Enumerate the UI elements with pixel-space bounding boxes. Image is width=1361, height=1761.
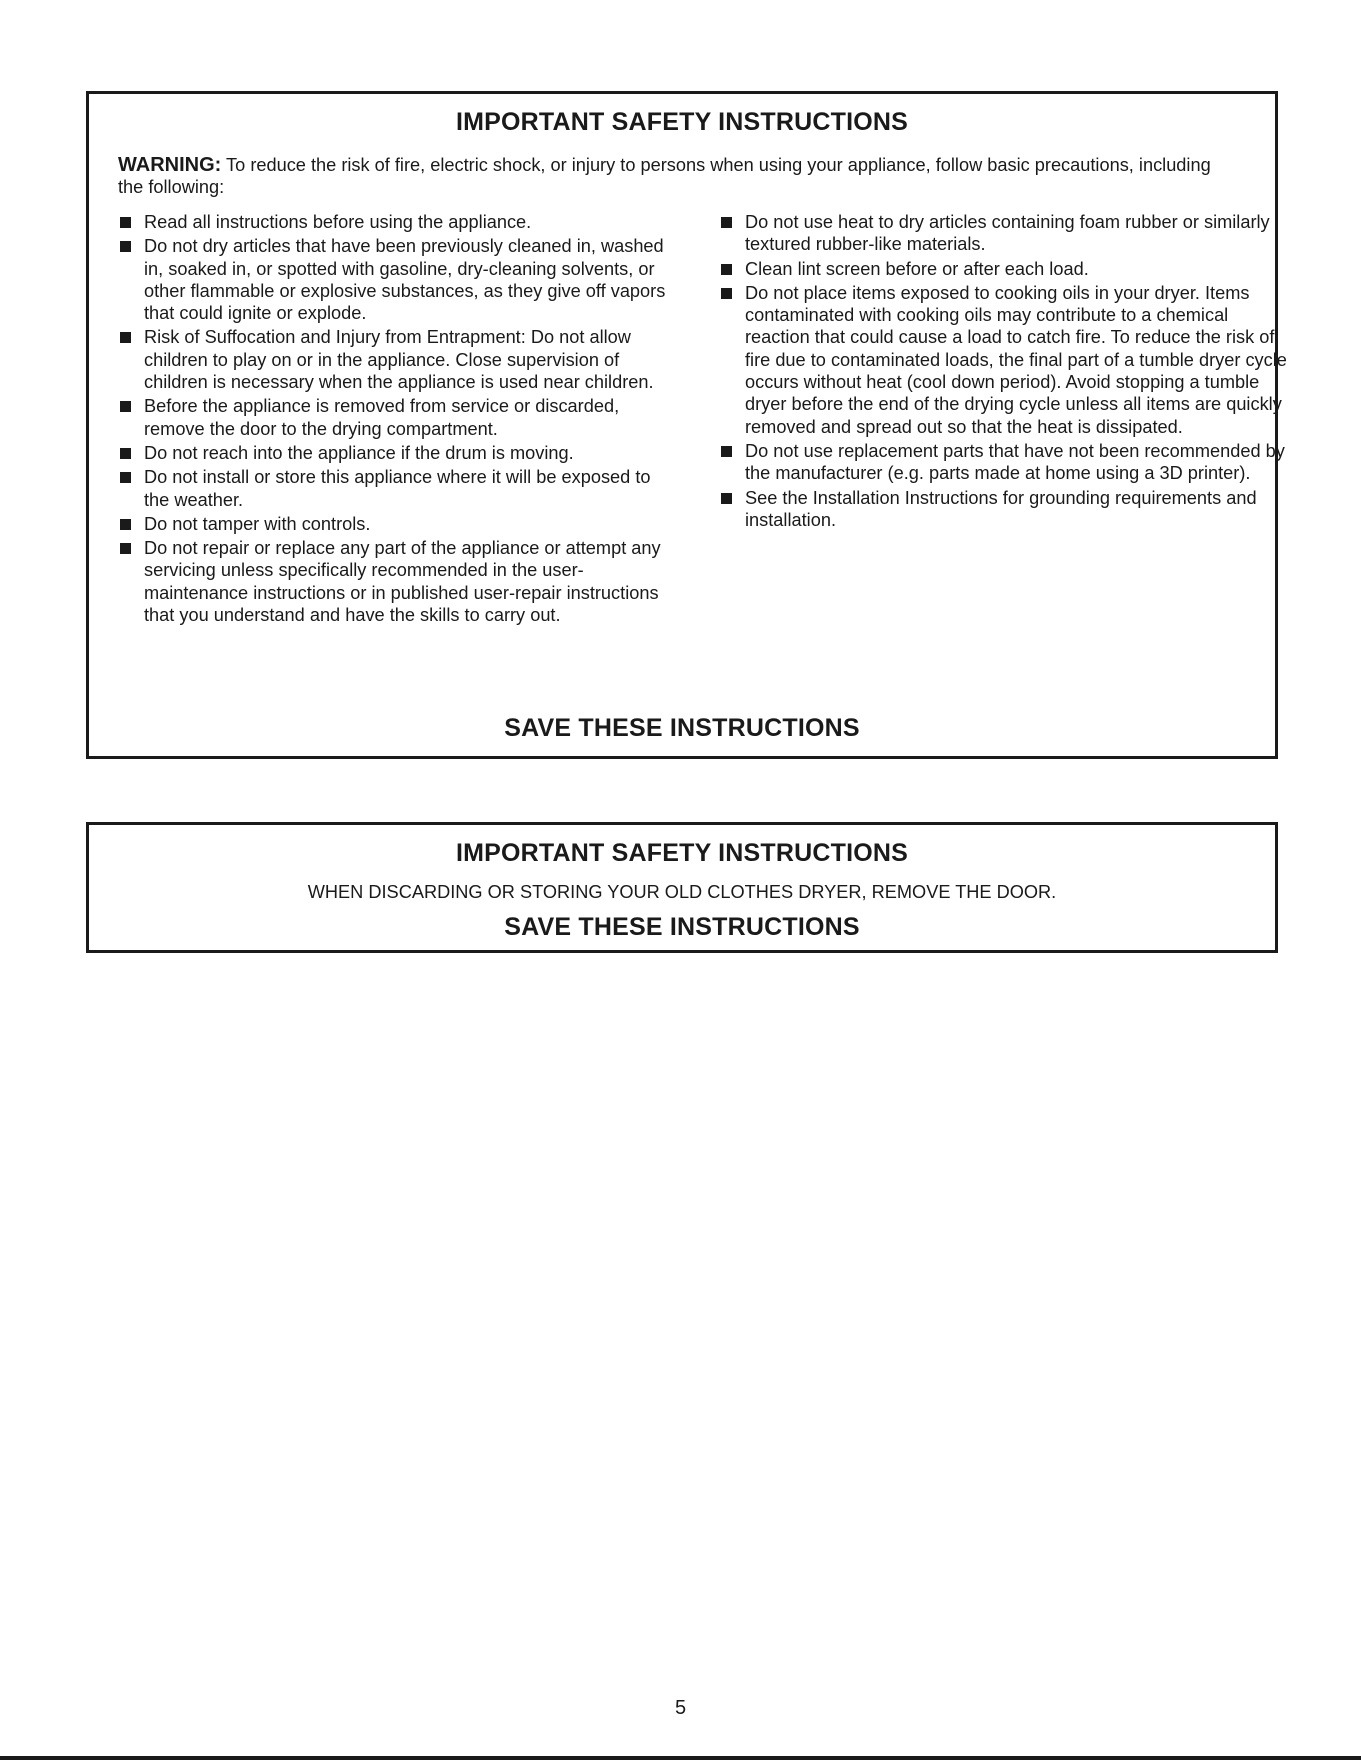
square-bullet-icon xyxy=(721,264,732,275)
list-item-text: Do not repair or replace any part of the appliance or attempt any servicing unless specifically recommended in the user-maintenance instructions or in published user-repair instructions that you understand and have the skills to carry out. xyxy=(144,538,661,626)
discard-instructions-title: IMPORTANT SAFETY INSTRUCTIONS xyxy=(455,839,909,867)
square-bullet-icon xyxy=(721,493,732,504)
discard-note: WHEN DISCARDING OR STORING YOUR OLD CLOTHES DRYER, REMOVE THE DOOR. xyxy=(307,882,1057,902)
list-item xyxy=(118,235,678,324)
list-item-text: See the Installation Instructions for grounding requirements and installation. xyxy=(745,487,1257,530)
square-bullet-icon xyxy=(721,446,732,457)
list-item xyxy=(719,211,1289,256)
warning-paragraph xyxy=(118,154,1239,198)
square-bullet-icon xyxy=(120,543,131,554)
list-item xyxy=(118,326,678,393)
square-bullet-icon xyxy=(120,519,131,530)
list-item-text: Do not tamper with controls. xyxy=(144,513,371,534)
square-bullet-icon xyxy=(721,217,732,228)
list-item-text: Before the appliance is removed from service or discarded, remove the door to the drying compartment. xyxy=(144,396,620,439)
list-item-text: Risk of Suffocation and Injury from Entrapment: Do not allow children to play on or in the appliance. Close supervision of children is necessary when the appliance is used near children. xyxy=(144,327,654,393)
square-bullet-icon xyxy=(120,448,131,459)
list-item xyxy=(118,513,678,535)
square-bullet-icon xyxy=(721,288,732,299)
save-instructions-heading: SAVE THESE INSTRUCTIONS xyxy=(504,714,860,742)
page-number: 5 xyxy=(674,1697,687,1719)
square-bullet-icon xyxy=(120,472,131,483)
list-item xyxy=(118,537,678,626)
bottom-rule xyxy=(0,1756,1361,1760)
list-item-text: Read all instructions before using the appliance. xyxy=(144,212,532,232)
list-item-text: Do not use heat to dry articles containing foam rubber or similarly textured rubber-like materials. xyxy=(745,212,1270,255)
list-item-text: Do not use replacement parts that have not been recommended by the manufacturer (e.g. parts made at home using a 3D printer). xyxy=(745,440,1285,484)
list-item xyxy=(118,442,678,464)
safety-instructions-title: IMPORTANT SAFETY INSTRUCTIONS xyxy=(455,108,909,136)
safety-instructions-box xyxy=(86,91,1287,759)
square-bullet-icon xyxy=(120,332,131,343)
save-instructions-heading-2: SAVE THESE INSTRUCTIONS xyxy=(504,913,860,941)
square-bullet-icon xyxy=(120,217,131,228)
discard-instructions-box xyxy=(86,822,1278,953)
list-item xyxy=(719,487,1289,532)
warning-text: To reduce the risk of fire, electric shock, or injury to persons when using your appliance, follow basic precautions, including the following: xyxy=(118,155,1211,197)
list-item-text: Clean lint screen before or after each load. xyxy=(745,258,1089,279)
list-item-text: Do not dry articles that have been previously cleaned in, washed in, soaked in, or spotted with gasoline, dry-cleaning solvents, or other flammable or explosive substances, as they give off vapors that could ignite or explode. xyxy=(144,236,666,324)
list-item xyxy=(719,440,1289,485)
list-item xyxy=(719,282,1289,438)
list-item xyxy=(118,395,678,440)
list-item-text: Do not place items exposed to cooking oils in your dryer. Items contaminated with cooking oils may contribute to a chemical reaction that could cause a load to catch fire. To reduce the risk of fire due to contaminated loads, the final part of a tumble dryer cycle occurs without heat (cool down period). Avoid stopping a tumble dryer before the end of the drying cycle unless all items are quickly removed and spread out so that the heat is dissipated. xyxy=(745,282,1287,437)
square-bullet-icon xyxy=(120,401,131,412)
list-item xyxy=(118,211,678,233)
square-bullet-icon xyxy=(120,241,131,252)
list-item-text: Do not install or store this appliance where it will be exposed to the weather. xyxy=(144,467,651,510)
list-item-text: Do not reach into the appliance if the drum is moving. xyxy=(144,442,574,463)
list-item xyxy=(118,466,678,511)
list-item xyxy=(719,258,1289,280)
warning-label: WARNING: xyxy=(118,154,222,176)
instructions-list-right xyxy=(719,211,1289,533)
instructions-list-left xyxy=(118,211,678,628)
